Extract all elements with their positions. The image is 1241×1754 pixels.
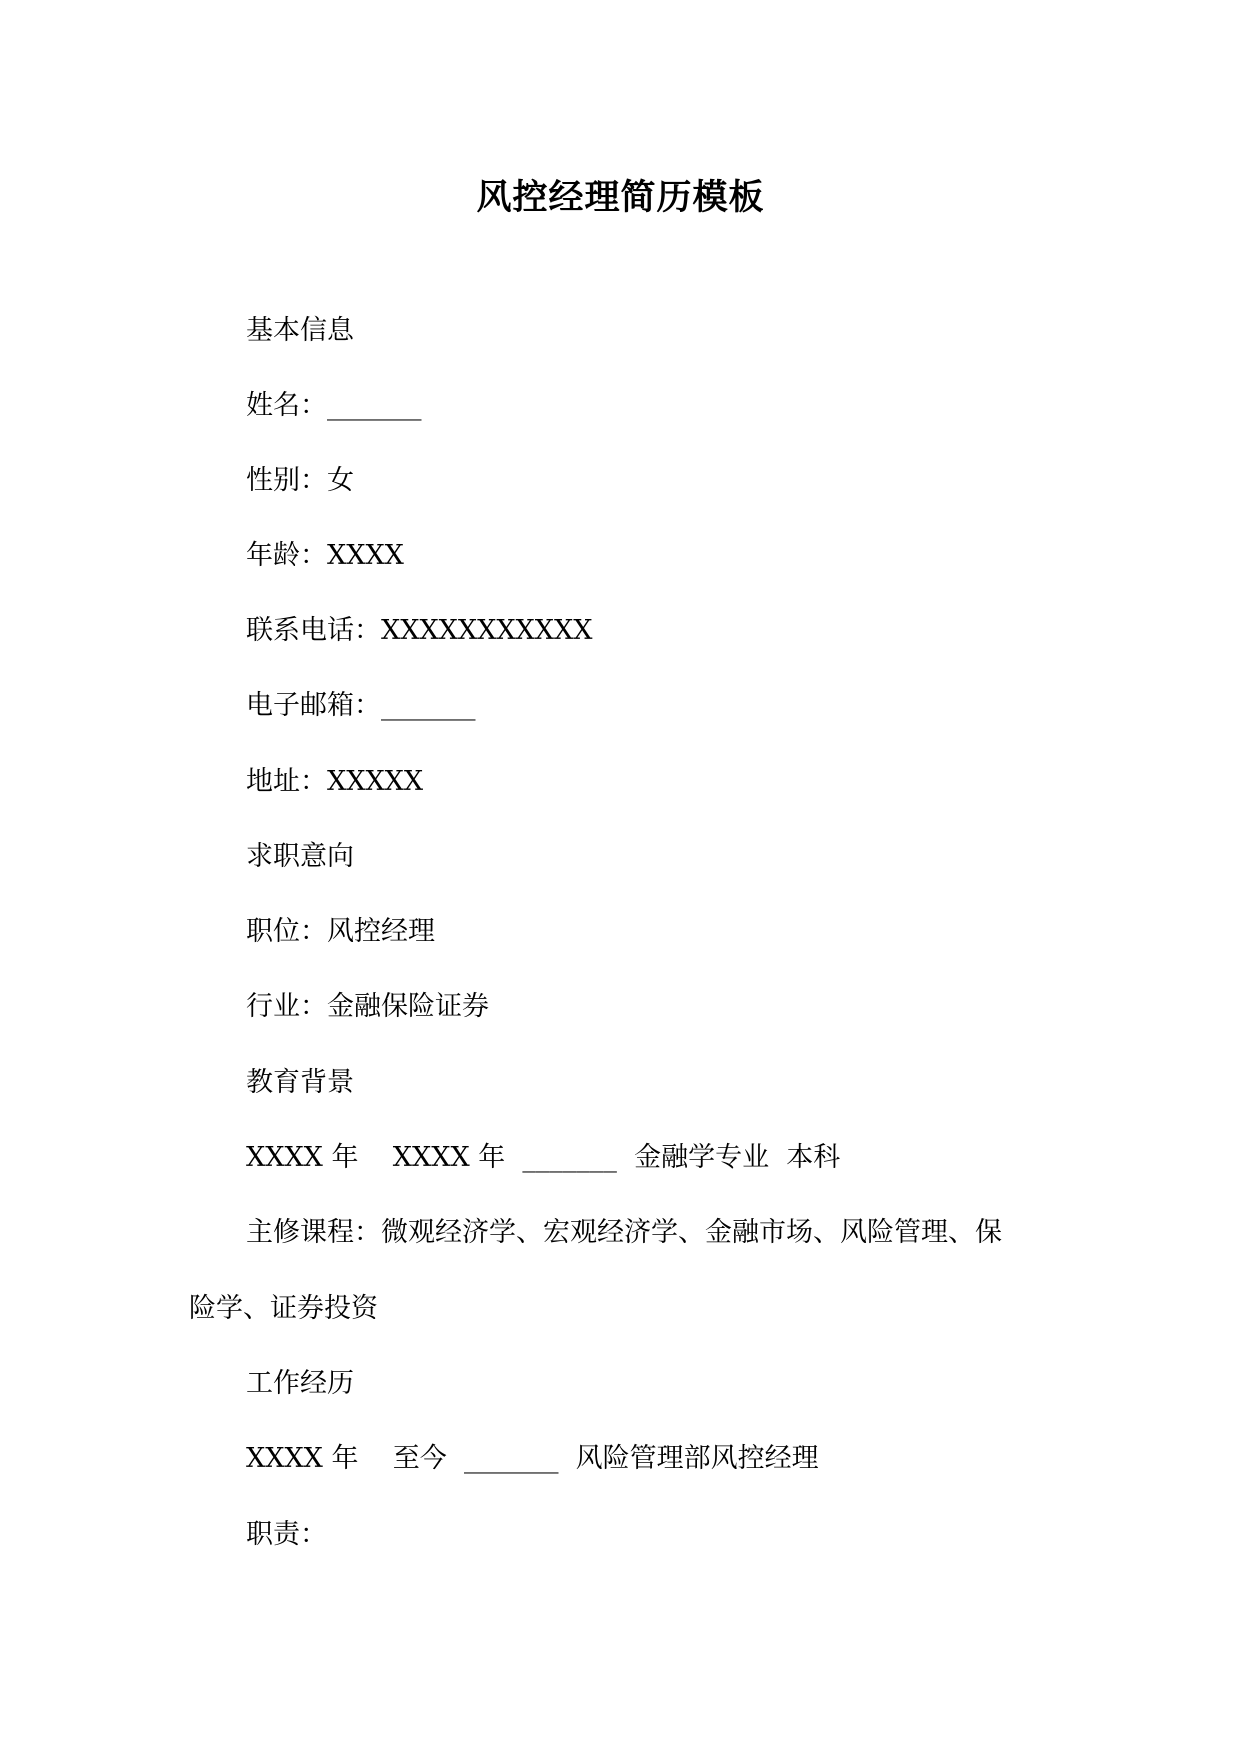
section-heading-basic-info: 基本信息 <box>246 315 354 346</box>
gender-line: 性别：女 <box>246 465 354 496</box>
section-heading-education: 教育背景 <box>246 1067 354 1098</box>
phone-line: 联系电话：XXXXXXXXXXX <box>246 615 593 646</box>
courses-line: 主修课程：微观经济学、宏观经济学、金融市场、风险管理、保 <box>246 1217 1002 1248</box>
section-heading-work-experience: 工作经历 <box>246 1368 354 1399</box>
work-entry: XXXX 年 至今 _______ 风险管理部风控经理 <box>246 1443 819 1474</box>
industry-line: 行业：金融保险证券 <box>246 991 489 1022</box>
section-heading-job-intention: 求职意向 <box>246 841 354 872</box>
email-line: 电子邮箱：_______ <box>246 690 476 721</box>
name-line: 姓名：_______ <box>246 390 422 421</box>
duties-label: 职责： <box>246 1519 327 1550</box>
address-line: 地址：XXXXX <box>246 766 424 797</box>
education-entry: XXXX 年 XXXX 年 _______ 金融学专业 本科 <box>246 1142 841 1173</box>
position-line: 职位：风控经理 <box>246 916 435 947</box>
age-line: 年龄：XXXX <box>246 540 404 571</box>
courses-line-continued: 险学、证券投资 <box>189 1293 378 1324</box>
document-title: 风控经理简历模板 <box>476 177 765 218</box>
